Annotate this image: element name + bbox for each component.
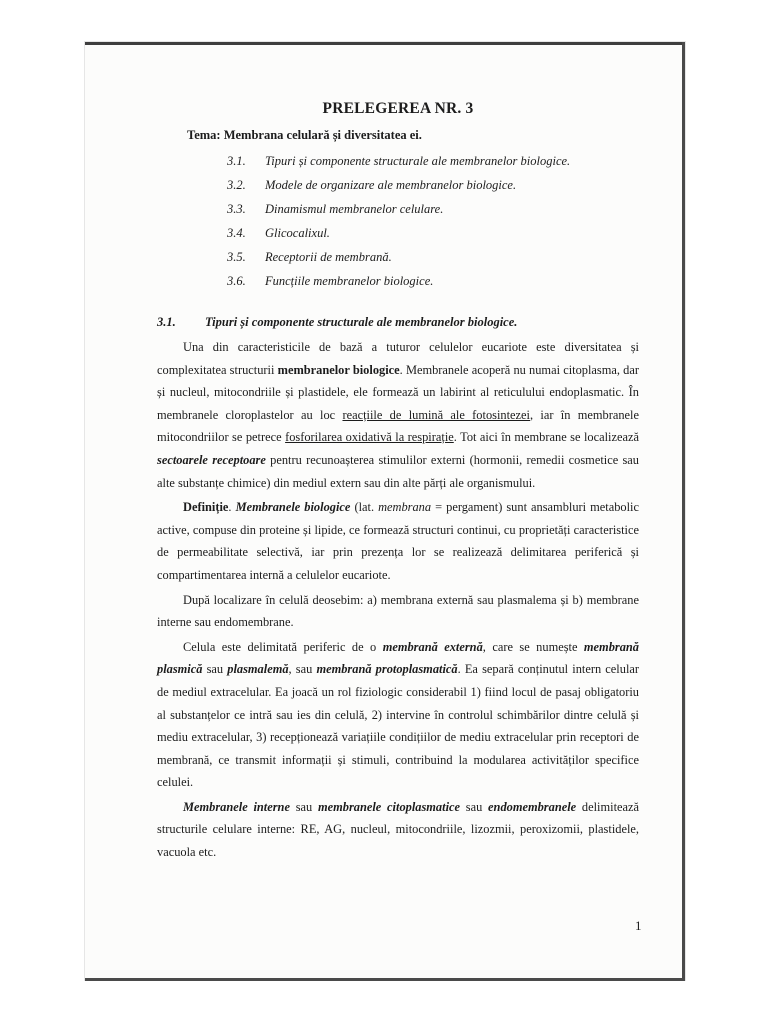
emphasis-bold-italic: sectoarele receptoare xyxy=(157,452,266,467)
text-run: Una din caracteristicile de bază a tuturor celulelor eucariote este diversitatea și complexitatea structurii xyxy=(157,340,639,377)
emphasis-bold: membranelor biologice xyxy=(277,362,400,377)
topic-text: Funcțiile membranelor biologice. xyxy=(265,274,434,288)
topic-item xyxy=(157,197,639,221)
emphasis-bold-italic: Membranele biologice xyxy=(235,500,351,515)
definition-label: Definiție xyxy=(183,500,229,515)
topic-text: Tipuri și componente structurale ale membranelor biologice. xyxy=(265,154,571,168)
text-run: delimitează structurile celulare interne: RE, AG, nucleul, mitocondriile, lizozmii, peroxizomii, plastidele, vacuola etc. xyxy=(157,799,640,860)
topic-item xyxy=(157,173,639,197)
page-content xyxy=(157,100,639,866)
text-run: . Ea separă conținutul intern celular de mediul extracelular. Ea joacă un rol fiziologic considerabil 1) fiind locul de pasaj obligatoriu al substanțelor ce intră sau ies din celulă, 2) intervine în controlul schimbărilor dintre celulă și mediu extracelular, 3) recepționează variațiile condițiilor de mediu extracelular prin receptori de membrană, ce transmit informații și stimuli, contribuind la modularea activităților specifice celulei. xyxy=(157,662,640,790)
text-run: (lat. xyxy=(350,500,379,515)
text-run: . Membranele acoperă nu numai citoplasma, dar și nucleul, mitocondriile și plastidele, ele formează un labirint al reticulului endoplasmatic. În membranele cloroplastelor au loc xyxy=(157,362,639,422)
underlined-phrase: fosforilarea oxidativă la respirație xyxy=(285,430,454,445)
scan-edge-right xyxy=(682,42,685,980)
topic-text: Dinamismul membranelor celulare. xyxy=(265,202,444,216)
text-run: pentru recunoașterea stimulilor externi (hormonii, remedii cosmetice sau alte substanțe chimice) din mediul extern sau din alte părți ale organismului. xyxy=(157,452,639,490)
paragraph-internal-membranes xyxy=(157,796,639,864)
text-run: sau xyxy=(289,799,318,814)
topic-number: 3.6. xyxy=(227,274,246,288)
text-run: , care se numește xyxy=(482,639,584,654)
text-run: . xyxy=(228,500,236,515)
emphasis-bold-italic: membranele citoplasmatice xyxy=(317,799,461,814)
text-run: Celula este delimitată periferic de o xyxy=(183,639,383,654)
section-number: 3.1. xyxy=(157,315,176,329)
paragraph-definition xyxy=(157,496,639,586)
topic-number: 3.5. xyxy=(227,250,246,264)
topic-list xyxy=(157,149,639,293)
emphasis-bold-italic: membrană protoplasmatică xyxy=(316,662,458,677)
topic-line: Tema: Membrana celulară și diversitatea ei. xyxy=(187,128,422,142)
text-run: sau xyxy=(202,662,228,677)
scan-edge-top xyxy=(85,42,685,45)
page-number: 1 xyxy=(635,918,642,933)
topic-text: Glicocalixul. xyxy=(265,226,330,240)
section-title: Tipuri și componente structurale ale membranelor biologice. xyxy=(205,315,518,329)
emphasis-bold-italic: membrană externă xyxy=(382,639,483,654)
text-run: = pergament) sunt ansambluri metabolic active, compuse din proteine și lipide, ce formează structuri continui, cu proprietăți caracteristice de permeabilitate selectivă, iar prin prezența lor se realizează delimitarea periferică și compartimentarea internă a celulelor eucariote. xyxy=(157,500,639,582)
text-run: , sau xyxy=(288,662,317,677)
topic-number: 3.4. xyxy=(227,226,246,240)
section-heading xyxy=(157,315,639,330)
lecture-title: PRELEGEREA NR. 3 xyxy=(322,100,474,117)
topic-item xyxy=(157,149,639,173)
text-run: , iar în membranele mitocondriilor se petrece xyxy=(157,407,639,445)
paragraph-localization: După localizare în celulă deosebim: a) membrana externă sau plasmalema și b) membrane interne sau endomembrane. xyxy=(157,592,639,630)
underlined-phrase: reacțiile de lumină ale fotosintezei xyxy=(342,407,530,422)
topic-item xyxy=(157,269,639,293)
topic-text: Modele de organizare ale membranelor biologice. xyxy=(265,178,517,192)
emphasis-bold-italic: Membranele interne xyxy=(183,799,290,814)
emphasis-italic: membrana xyxy=(378,500,432,515)
text-run: sau xyxy=(460,799,489,814)
scan-edge-bottom xyxy=(85,978,685,981)
topic-number: 3.3. xyxy=(227,202,246,216)
emphasis-bold-italic: membrană plasmică xyxy=(157,639,639,677)
paragraph-intro xyxy=(157,336,639,494)
emphasis-bold-italic: endomembranele xyxy=(488,799,577,814)
paragraph-external-membrane xyxy=(157,636,639,794)
topic-number: 3.1. xyxy=(227,154,246,168)
topic-item xyxy=(157,221,639,245)
text-run: . Tot aici în membrane se localizează xyxy=(453,430,639,445)
topic-item xyxy=(157,245,639,269)
emphasis-bold-italic: plasmalemă xyxy=(227,662,289,677)
topic-number: 3.2. xyxy=(227,178,246,192)
topic-text: Receptorii de membrană. xyxy=(265,250,392,264)
